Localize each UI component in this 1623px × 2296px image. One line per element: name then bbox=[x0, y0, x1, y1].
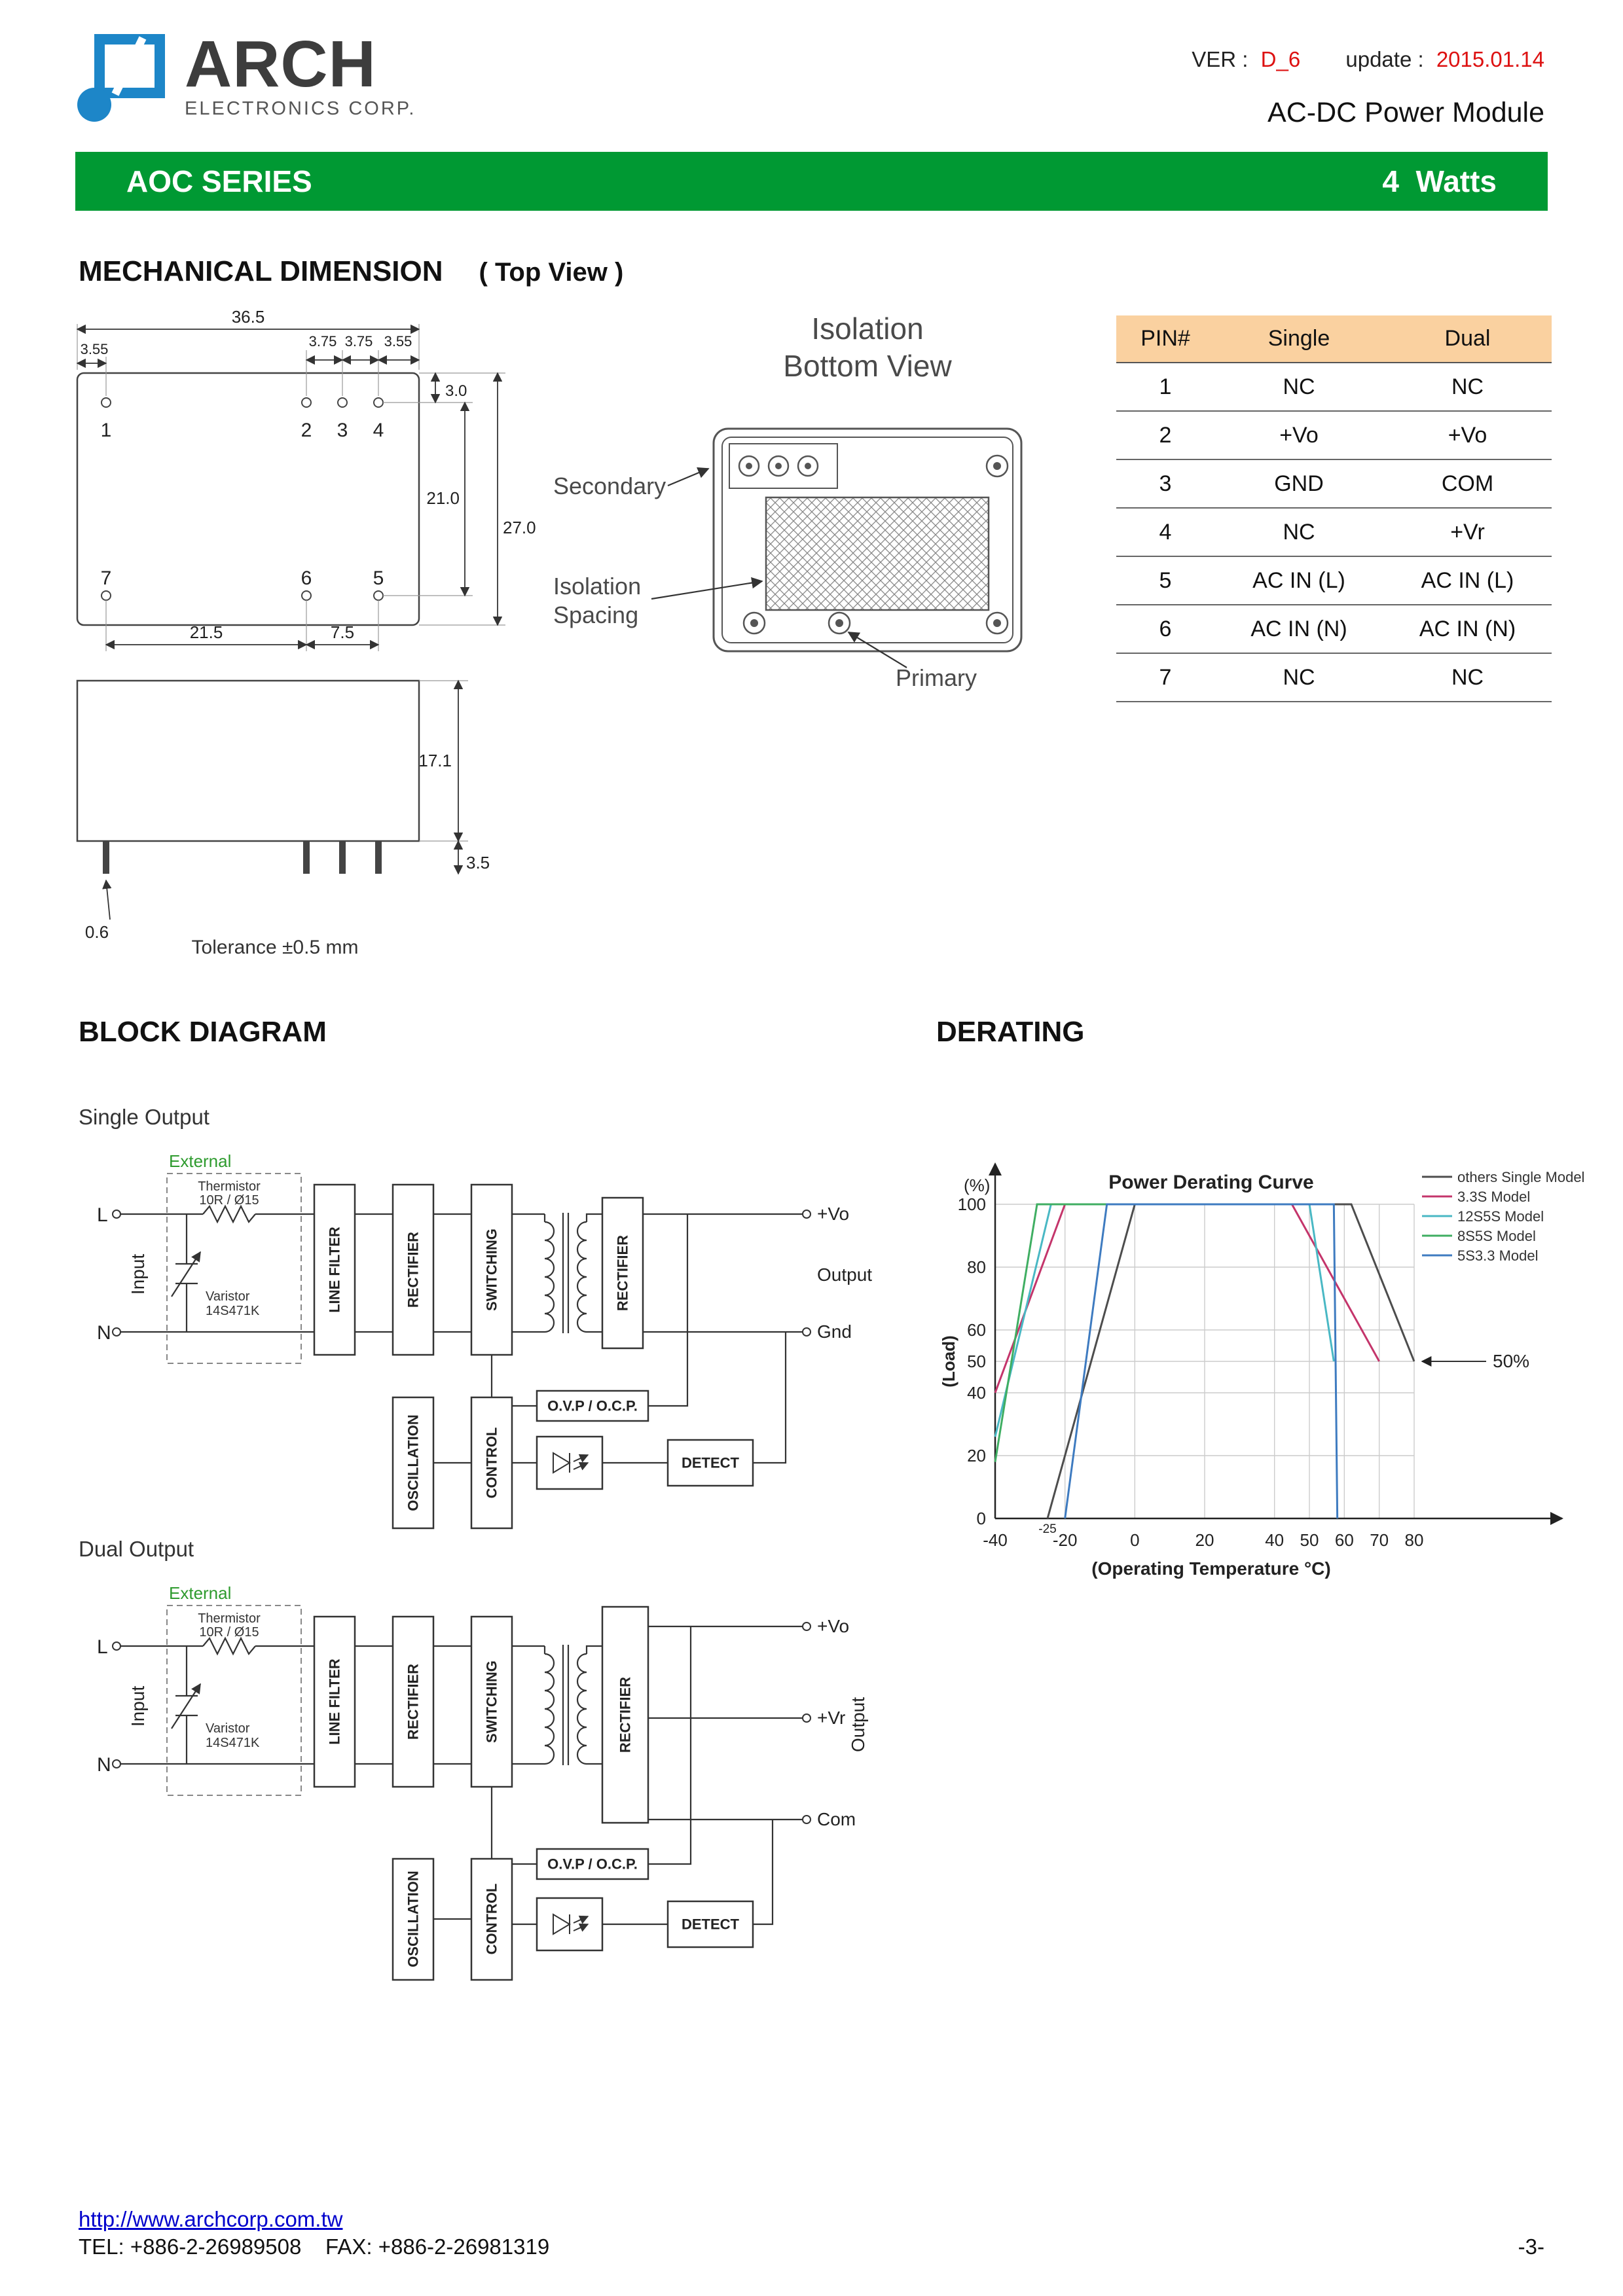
svg-text:others Single Model: others Single Model bbox=[1457, 1169, 1585, 1185]
neutral-terminal-label: N bbox=[97, 1754, 111, 1776]
rectifier-out-label: RECTIFIER bbox=[617, 1676, 634, 1753]
logo-subtext: ELECTRONICS CORP. bbox=[185, 98, 416, 119]
ovp-label: O.V.P / O.C.P. bbox=[547, 1397, 638, 1414]
svg-text:20: 20 bbox=[1195, 1530, 1214, 1550]
pin-table-cell: 7 bbox=[1116, 653, 1214, 702]
pin-number-1: 1 bbox=[100, 420, 112, 441]
pin-table-cell: COM bbox=[1383, 459, 1552, 508]
pin-table-cell: +Vo bbox=[1383, 411, 1552, 459]
pin-table-row bbox=[1116, 411, 1552, 459]
mechanical-subtitle: ( Top View ) bbox=[479, 258, 624, 287]
line-filter-label: LINE FILTER bbox=[326, 1659, 343, 1745]
switching-label: SWITCHING bbox=[483, 1229, 500, 1311]
pin-number-4: 4 bbox=[373, 420, 384, 441]
svg-text:8S5S Model: 8S5S Model bbox=[1457, 1228, 1536, 1244]
ver-label: VER : bbox=[1192, 47, 1249, 71]
line-filter-label: LINE FILTER bbox=[326, 1227, 343, 1313]
product-title: AC-DC Power Module bbox=[1267, 97, 1544, 128]
dim-bottom-right: 7.5 bbox=[330, 622, 355, 642]
derating-heading: DERATING bbox=[936, 1016, 1085, 1048]
pin-table-header-dual: Dual bbox=[1383, 315, 1552, 363]
dim-pin-length: 3.5 bbox=[466, 853, 490, 872]
isolation-spacing-label-1: Isolation bbox=[553, 573, 642, 600]
derating-chart bbox=[930, 1100, 1591, 1597]
mechanical-title: MECHANICAL DIMENSION bbox=[79, 255, 443, 287]
block-diagram-heading: BLOCK DIAGRAM bbox=[79, 1016, 327, 1048]
pin-table-row bbox=[1116, 653, 1552, 702]
primary-label: Primary bbox=[896, 664, 977, 691]
dim-pitch-3: 3.55 bbox=[384, 333, 412, 350]
pin-table-cell: NC bbox=[1214, 653, 1383, 702]
dim-width: 36.5 bbox=[231, 307, 265, 327]
isolation-title-line2: Bottom View bbox=[783, 349, 952, 383]
pin-table-header-pin: PIN# bbox=[1116, 315, 1214, 363]
svg-text:100: 100 bbox=[957, 1194, 986, 1214]
vo-output-label: +Vo bbox=[817, 1616, 850, 1636]
svg-text:40: 40 bbox=[967, 1383, 986, 1403]
svg-text:-40: -40 bbox=[983, 1530, 1008, 1550]
rectifier-in-label: RECTIFIER bbox=[405, 1231, 422, 1308]
svg-text:60: 60 bbox=[967, 1320, 986, 1340]
pin-table-row bbox=[1116, 508, 1552, 556]
varistor-label-1: Varistor bbox=[206, 1721, 250, 1736]
version-line bbox=[1185, 47, 1544, 72]
output-label: Output bbox=[817, 1265, 873, 1285]
control-label: CONTROL bbox=[483, 1427, 500, 1499]
footer-website-link[interactable]: http://www.archcorp.com.tw bbox=[79, 2207, 343, 2231]
gnd-output-label: Gnd bbox=[817, 1321, 852, 1342]
pin-table-cell: AC IN (N) bbox=[1383, 605, 1552, 653]
neutral-terminal bbox=[113, 1328, 120, 1336]
svg-text:50%: 50% bbox=[1493, 1351, 1530, 1371]
logo-text: ARCH bbox=[185, 27, 376, 101]
y-axis-label: (Load) bbox=[939, 1335, 958, 1388]
svg-text:20: 20 bbox=[967, 1446, 986, 1465]
transformer bbox=[545, 1645, 602, 1765]
pin-number-3: 3 bbox=[337, 420, 348, 441]
line-terminal bbox=[113, 1210, 120, 1218]
rectifier-in-label: RECTIFIER bbox=[405, 1663, 422, 1740]
single-output-diagram bbox=[79, 1136, 897, 1541]
svg-text:50: 50 bbox=[1300, 1530, 1319, 1550]
module-outline bbox=[77, 373, 419, 841]
svg-text:80: 80 bbox=[967, 1257, 986, 1277]
output-label: Output bbox=[848, 1696, 868, 1753]
pin-number-7: 7 bbox=[100, 567, 112, 589]
mechanical-drawing bbox=[65, 298, 550, 998]
varistor-label-2: 14S471K bbox=[206, 1304, 260, 1318]
oscillation-label: OSCILLATION bbox=[405, 1414, 422, 1511]
dimension-lines bbox=[77, 329, 498, 874]
line-terminal-label: L bbox=[97, 1204, 108, 1226]
svg-text:-25: -25 bbox=[1038, 1522, 1057, 1536]
svg-text:60: 60 bbox=[1334, 1530, 1354, 1550]
svg-text:3.3S Model: 3.3S Model bbox=[1457, 1189, 1531, 1205]
pin-table-cell: AC IN (N) bbox=[1214, 605, 1383, 653]
svg-text:-20: -20 bbox=[1052, 1530, 1078, 1550]
thermistor-label-1: Thermistor bbox=[198, 1611, 261, 1626]
pin-table-row bbox=[1116, 556, 1552, 605]
arch-logo-icon bbox=[77, 31, 175, 130]
detect-label: DETECT bbox=[682, 1916, 739, 1933]
transformer bbox=[545, 1213, 602, 1333]
pin-number-6: 6 bbox=[301, 567, 312, 589]
isolation-spacing-area bbox=[766, 497, 989, 610]
single-output-label: Single Output bbox=[79, 1105, 210, 1129]
svg-text:12S5S Model: 12S5S Model bbox=[1457, 1208, 1544, 1225]
svg-text:50: 50 bbox=[967, 1352, 986, 1371]
pin-table-row bbox=[1116, 459, 1552, 508]
pin-table-cell: NC bbox=[1383, 363, 1552, 411]
varistor-label-1: Varistor bbox=[206, 1289, 250, 1304]
tolerance-note: Tolerance ±0.5 mm bbox=[191, 937, 359, 958]
mechanical-heading bbox=[79, 255, 623, 288]
pin-table-cell: 1 bbox=[1116, 363, 1214, 411]
pin-table-cell: NC bbox=[1383, 653, 1552, 702]
external-label: External bbox=[169, 1151, 232, 1171]
pin-numbers bbox=[101, 420, 384, 589]
vo-terminal bbox=[803, 1623, 811, 1630]
vo-terminal bbox=[803, 1210, 811, 1218]
ver-value: D_6 bbox=[1260, 47, 1301, 71]
isolation-spacing-label-2: Spacing bbox=[553, 601, 639, 628]
line-terminal-label: L bbox=[97, 1636, 108, 1658]
side-view-pins bbox=[103, 841, 382, 874]
pin-table-cell: 4 bbox=[1116, 508, 1214, 556]
pin-table-cell: GND bbox=[1214, 459, 1383, 508]
pin-table-cell: AC IN (L) bbox=[1214, 556, 1383, 605]
com-terminal bbox=[803, 1816, 811, 1823]
dim-pitch-2: 3.75 bbox=[344, 333, 373, 350]
pin-table-cell: NC bbox=[1214, 508, 1383, 556]
pin-number-5: 5 bbox=[373, 567, 384, 589]
dim-left-offset: 3.55 bbox=[80, 341, 109, 357]
svg-text:40: 40 bbox=[1265, 1530, 1285, 1550]
update-label: update : bbox=[1345, 47, 1424, 71]
svg-text:70: 70 bbox=[1370, 1530, 1389, 1550]
pin-table-row bbox=[1116, 363, 1552, 411]
dual-output-diagram bbox=[79, 1568, 897, 1993]
rectifier-out-label: RECTIFIER bbox=[614, 1234, 631, 1312]
isolation-bottom-view bbox=[537, 301, 1087, 746]
neutral-terminal-label: N bbox=[97, 1322, 111, 1344]
footer-contact: TEL: +886-2-26989508 FAX: +886-2-26981319 bbox=[79, 2234, 550, 2259]
line-terminal bbox=[113, 1642, 120, 1650]
arch-logo bbox=[77, 27, 416, 130]
input-label: Input bbox=[128, 1685, 148, 1727]
svg-text:0: 0 bbox=[1130, 1530, 1140, 1550]
series-banner bbox=[75, 152, 1548, 211]
pin-table-cell: 3 bbox=[1116, 459, 1214, 508]
pin-table-cell: AC IN (L) bbox=[1383, 556, 1552, 605]
pin-table-cell: +Vo bbox=[1214, 411, 1383, 459]
pin-table-row bbox=[1116, 605, 1552, 653]
pin-table-cell: 6 bbox=[1116, 605, 1214, 653]
dim-bottom-left: 21.5 bbox=[189, 622, 223, 642]
update-value: 2015.01.14 bbox=[1436, 47, 1544, 71]
thermistor-label-2: 10R / Ø15 bbox=[199, 1193, 259, 1208]
pin-table-cell: 2 bbox=[1116, 411, 1214, 459]
secondary-label: Secondary bbox=[553, 473, 666, 499]
isolation-title bbox=[783, 312, 952, 383]
vr-output-label: +Vr bbox=[817, 1708, 846, 1728]
pin-table-header-row bbox=[1116, 315, 1552, 363]
com-output-label: Com bbox=[817, 1809, 856, 1829]
x-axis-label: (Operating Temperature °C) bbox=[1091, 1558, 1331, 1579]
oscillation-label: OSCILLATION bbox=[405, 1871, 422, 1967]
vo-output-label: +Vo bbox=[817, 1204, 850, 1224]
series-name: AOC SERIES bbox=[126, 164, 312, 198]
dim-top-offset: 3.0 bbox=[445, 382, 467, 400]
thermistor-label-2: 10R / Ø15 bbox=[199, 1625, 259, 1640]
chart-grid bbox=[995, 1204, 1414, 1518]
dim-pin-width: 0.6 bbox=[84, 922, 109, 942]
chart-title: Power Derating Curve bbox=[1108, 1172, 1314, 1193]
control-label: CONTROL bbox=[483, 1883, 500, 1955]
page-number: -3- bbox=[1518, 2234, 1544, 2259]
svg-text:80: 80 bbox=[1404, 1530, 1424, 1550]
chart-legend bbox=[1422, 1169, 1584, 1264]
detect-label: DETECT bbox=[682, 1454, 739, 1471]
dim-body-height: 17.1 bbox=[418, 751, 452, 770]
dim-pitch-1: 3.75 bbox=[308, 333, 337, 350]
vr-terminal bbox=[803, 1714, 811, 1722]
isolation-title-line1: Isolation bbox=[811, 312, 924, 346]
neutral-terminal bbox=[113, 1760, 120, 1768]
y-axis-unit-label: (%) bbox=[964, 1175, 991, 1195]
pin-table-header-single: Single bbox=[1214, 315, 1383, 363]
svg-text:0: 0 bbox=[976, 1509, 986, 1528]
pin-table-cell: 5 bbox=[1116, 556, 1214, 605]
thermistor-label-1: Thermistor bbox=[198, 1179, 261, 1194]
input-label: Input bbox=[128, 1253, 148, 1295]
chart-annotation bbox=[1422, 1351, 1529, 1371]
watts-label: 4 Watts bbox=[1382, 164, 1497, 198]
dim-pin-span: 21.0 bbox=[426, 488, 460, 508]
chart-tick-labels bbox=[958, 1194, 1424, 1550]
external-label: External bbox=[169, 1583, 232, 1603]
ovp-label: O.V.P / O.C.P. bbox=[547, 1856, 638, 1873]
switching-label: SWITCHING bbox=[483, 1660, 500, 1743]
gnd-terminal bbox=[803, 1328, 811, 1336]
varistor-label-2: 14S471K bbox=[206, 1736, 260, 1750]
pin-table-cell: +Vr bbox=[1383, 508, 1552, 556]
dual-output-label: Dual Output bbox=[79, 1537, 194, 1561]
pin-table bbox=[1116, 315, 1552, 702]
dim-height: 27.0 bbox=[503, 518, 536, 537]
pin-table-cell: NC bbox=[1214, 363, 1383, 411]
svg-text:5S3.3 Model: 5S3.3 Model bbox=[1457, 1247, 1539, 1264]
pin-width-leader bbox=[106, 880, 110, 920]
pin-number-2: 2 bbox=[301, 420, 312, 441]
